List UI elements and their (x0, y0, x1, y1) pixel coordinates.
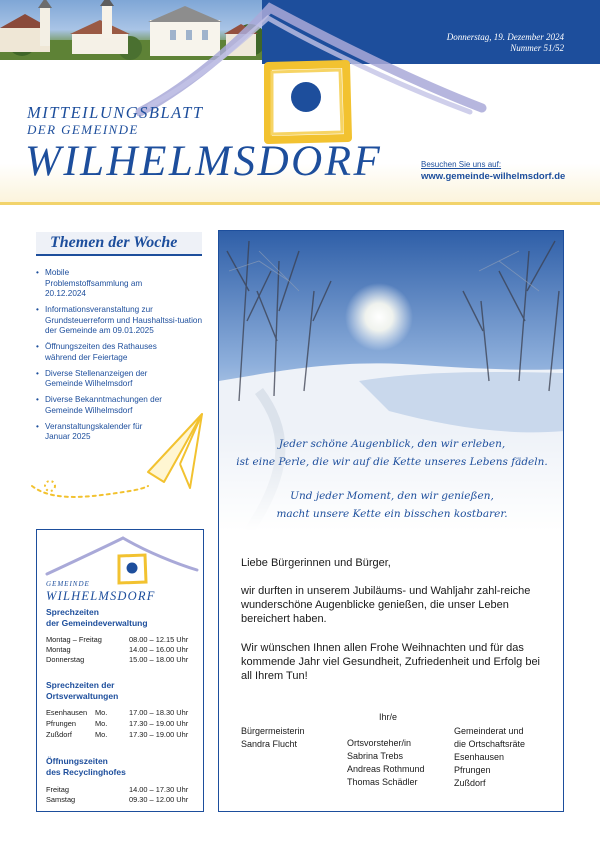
paper-plane-icon (30, 408, 210, 508)
quote-line: Und jeder Moment, den wir genießen, (290, 490, 494, 502)
recycling-heading: Öffnungszeiten des Recyclinghofes (46, 756, 126, 777)
themen-item[interactable]: • Diverse Bekanntmachungen der Gemeinde Wilhelmsdorf (36, 395, 192, 416)
letter-greeting: Liebe Bürgerinnen und Bürger, (241, 557, 391, 569)
issue-date: Donnerstag, 19. Dezember 2024 (446, 32, 564, 42)
website-link[interactable]: www.gemeinde-wilhelmsdorf.de (421, 171, 566, 182)
themen-item[interactable]: • Mobile Problemstoffsammlung am 20.12.2024 (36, 268, 154, 300)
signature-council: Gemeinderat und die Ortschaftsräte Esenhausen Pfrungen Zußdorf (454, 726, 526, 788)
hours-row: Zußdorf Mo. 17.30 – 19.00 Uhr (46, 730, 189, 739)
quote-line: ist eine Perle, die wir auf die Kette unseres Lebens fädeln. (236, 456, 548, 468)
logo-label-big: WILHELMSDORF (46, 589, 156, 603)
themen-heading: Themen der Woche (50, 234, 178, 251)
masthead-title-line1: MITTEILUNGSBLATT (27, 103, 204, 122)
themen-item[interactable]: • Veranstaltungskalender für Januar 2025 (36, 422, 148, 443)
letter-paragraph: Wir wünschen Ihnen allen Frohe Weihnachten und für das kommende Jahr viel Gesundheit, Zufriedenheit und Erfolg bei all Ihrem Tun! (241, 642, 541, 682)
ortsverwaltung-heading: Sprechzeiten der Ortsverwaltungen (46, 680, 119, 701)
logo-label-small: GEMEINDE (46, 580, 90, 588)
hours-row: Samstag 09.30 – 12.00 Uhr (46, 795, 189, 804)
issue-info (447, 32, 564, 54)
signature-intro: Ihr/e (379, 712, 398, 722)
hours-row: Montag 14.00 – 16.00 Uhr (46, 645, 189, 654)
verwaltung-heading: Sprechzeiten der Gemeindeverwaltung (46, 607, 148, 628)
masthead (0, 0, 600, 205)
opening-hours-box (36, 529, 204, 812)
signature-mayor: Bürgermeisterin Sandra Flucht (241, 726, 305, 749)
quote-line: Jeder schöne Augenblick, den wir erleben, (278, 438, 506, 450)
winter-landscape-image (219, 231, 564, 531)
hours-row: Pfrungen Mo. 17.30 – 19.00 Uhr (46, 719, 189, 728)
themen-heading-box (36, 232, 202, 256)
letter-paragraph: wir durften in unserem Jubiläums- und Wahljahr zahl-reiche wunderschöne Augenblicke genießen, die unser Leben bereichert haben. (241, 585, 531, 625)
masthead-title-line2: DER GEMEINDE (27, 122, 139, 137)
hours-row: Donnerstag 15.00 – 18.00 Uhr (46, 655, 189, 664)
themen-item[interactable]: • Öffnungszeiten des Rathauses während der Feiertage (36, 342, 168, 363)
hours-row: Esenhausen Mo. 17.00 – 18.30 Uhr (46, 708, 189, 717)
hours-row: Montag – Freitag 08.00 – 12.15 Uhr (46, 635, 189, 644)
themen-item[interactable]: • Informationsveranstaltung zur Grundsteuerreform und Haushaltssi-tuation der Gemeinde am 09.01.2025 (36, 305, 206, 337)
hours-row: Freitag 14.00 – 17.30 Uhr (46, 785, 189, 794)
sun-icon (291, 82, 321, 112)
signature-ortsvorsteher: Ortsvorsteher/in Sabrina Trebs Andreas Rothmund Thomas Schädler (347, 738, 425, 787)
christmas-greeting-panel (218, 230, 564, 812)
quote-line: macht unsere Kette ein bisschen kostbarer. (276, 508, 508, 520)
themen-item[interactable]: • Diverse Stellenanzeigen der Gemeinde Wilhelmsdorf (36, 369, 172, 390)
masthead-title-main: WILHELMSDORF (25, 138, 383, 185)
website-label: Besuchen Sie uns auf: (421, 160, 502, 169)
issue-number: Nummer 51/52 (510, 43, 564, 53)
